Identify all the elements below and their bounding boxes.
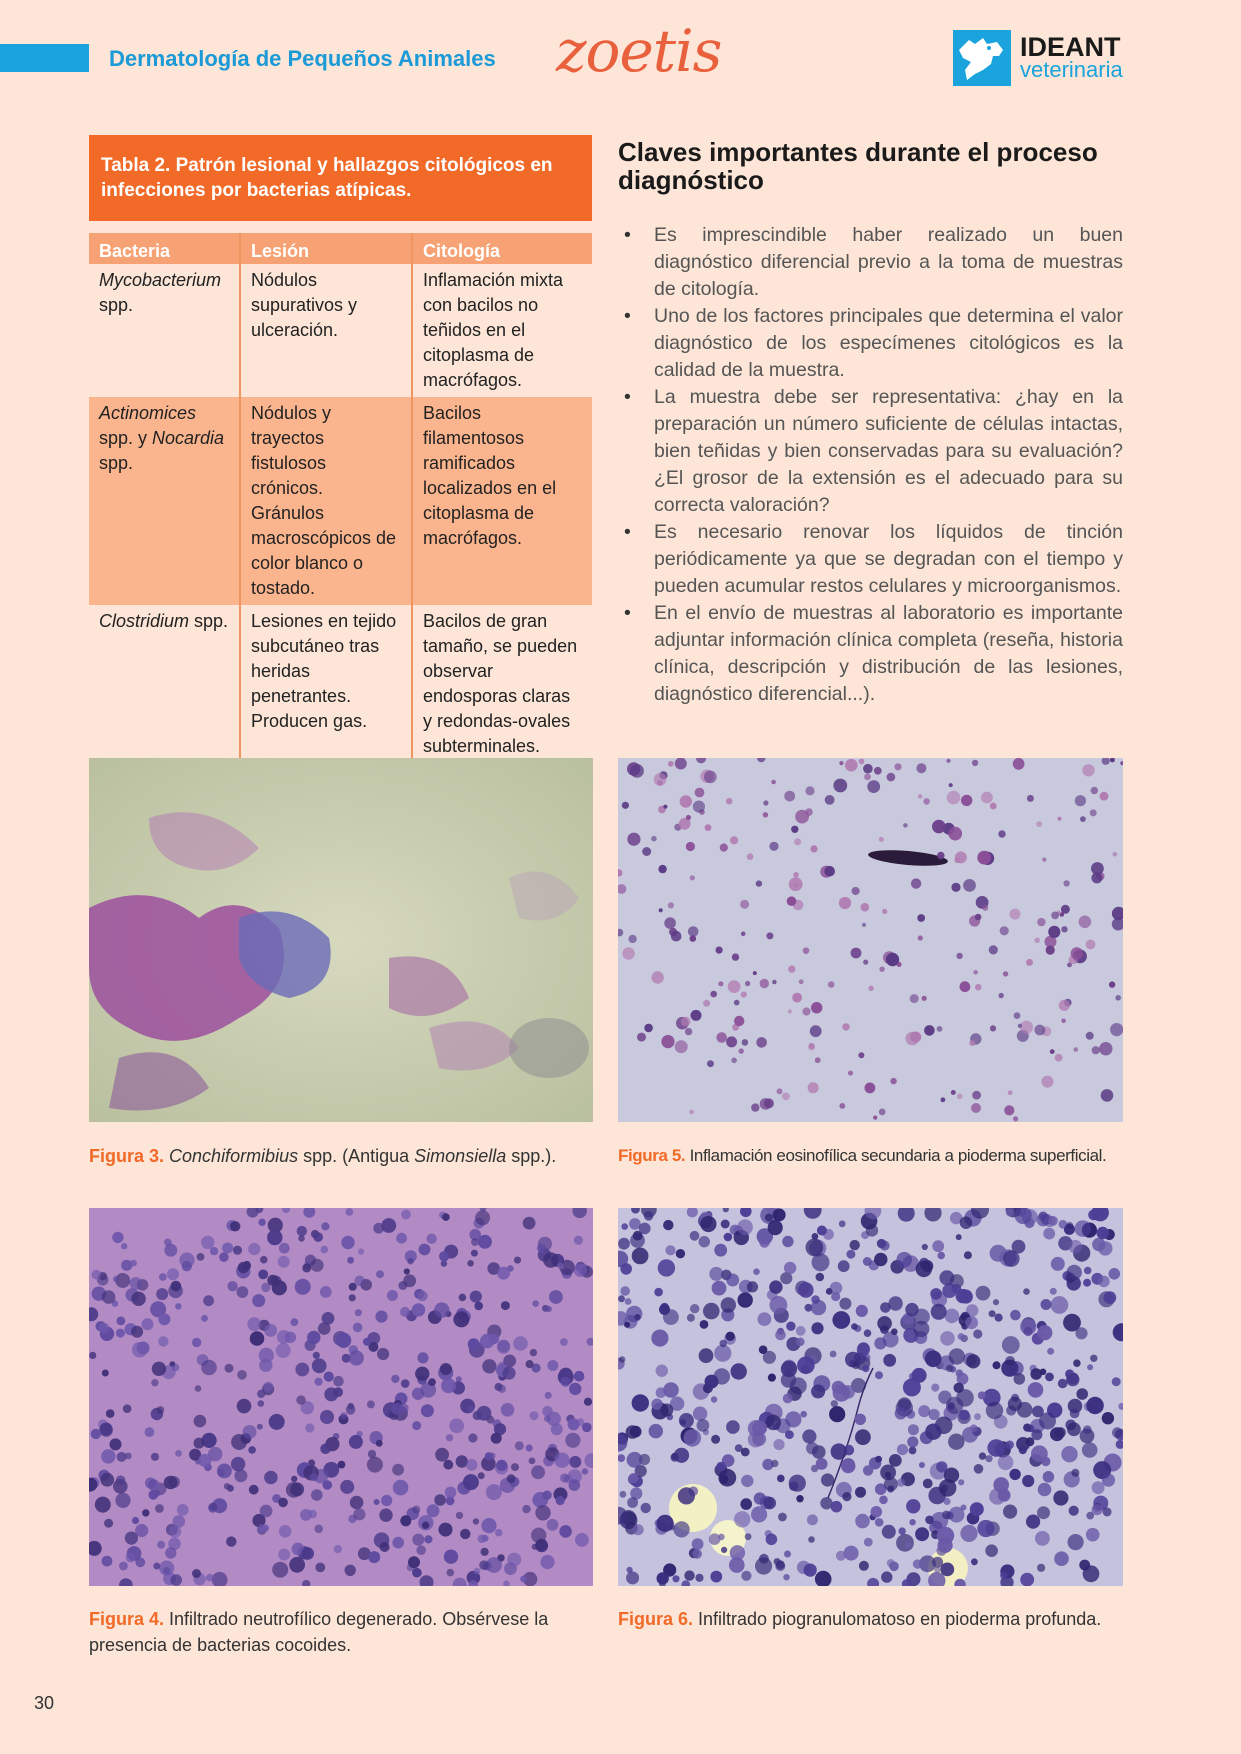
citologia-cell: Inflamación mixta con bacilos no teñidos en el citoplasma de macrófagos. — [412, 264, 592, 397]
ideant-subtitle: veterinaria — [1020, 57, 1123, 82]
citologia-cell: Bacilos de gran tamaño, se pueden observar endosporas claras y redondas-ovales subterminales. — [412, 605, 592, 768]
ideant-name: IDEANT — [1020, 32, 1121, 62]
page-number: 30 — [34, 1693, 55, 1713]
genus-name-2: Simonsiella — [414, 1146, 507, 1166]
figure-3-image — [89, 758, 593, 1122]
ideant-dog-logo-icon — [953, 30, 1011, 86]
bacteria-cell — [89, 605, 240, 768]
figure-4-caption — [89, 1606, 594, 1658]
figure-label: Figura 6. — [618, 1609, 694, 1629]
table-caption: Tabla 2. Patrón lesional y hallazgos citológicos en infecciones por bacterias atípicas. — [89, 135, 592, 221]
table-row — [89, 397, 592, 605]
claves-heading: Claves importantes durante el proceso diagnóstico — [618, 137, 1098, 195]
genus-name: Clostridium — [99, 611, 190, 631]
figure-3-caption — [89, 1143, 599, 1169]
lesion-cell: Nódulos supurativos y ulceración. — [240, 264, 412, 397]
table-row — [89, 264, 592, 397]
genus-suffix: spp. — [99, 295, 134, 315]
figure-6-caption — [618, 1606, 1128, 1632]
list-item: • En el envío de muestras al laboratorio es importante adjuntar información clínica completa (reseña, historia clínica, descripción y distribución de las lesiones, diagnóstico diferencial...). — [618, 600, 1123, 708]
bacteria-cell — [89, 397, 240, 605]
zoetis-logo: zoetis — [556, 17, 722, 85]
caption-text: spp. (Antigua — [298, 1146, 415, 1166]
lesion-cell: Lesiones en tejido subcutáneo tras heridas penetrantes. Producen gas. — [240, 605, 412, 768]
figure-label: Figura 3. — [89, 1146, 165, 1166]
table-row — [89, 605, 592, 768]
bacteria-table — [89, 233, 592, 769]
genus-suffix: spp. — [189, 611, 229, 631]
genus-mid: spp. y — [99, 428, 153, 448]
list-item: • Es necesario renovar los líquidos de tinción periódicamente ya que se degradan con el tiempo y pueden acumular restos celulares y microorganismos. — [618, 519, 1123, 600]
figure-5-image — [618, 758, 1123, 1122]
claves-list — [618, 222, 1123, 708]
header-bacteria: Bacteria — [89, 233, 240, 264]
genus-name-2: Nocardia — [152, 428, 225, 448]
header-citologia: Citología — [412, 233, 592, 264]
figure-6-image — [618, 1208, 1123, 1586]
figure-label: Figura 5. — [618, 1146, 686, 1165]
genus-name: Mycobacterium — [99, 270, 222, 290]
list-item: • Uno de los factores principales que determina el valor diagnóstico de los especímenes citológicos es la calidad de la muestra. — [618, 303, 1123, 384]
caption-text: spp.). — [506, 1146, 557, 1166]
list-item: • Es imprescindible haber realizado un buen diagnóstico diferencial previo a la toma de muestras de citología. — [618, 222, 1123, 303]
section-title: Dermatología de Pequeños Animales — [109, 46, 496, 71]
list-item: • La muestra debe ser representativa: ¿hay en la preparación un número suficiente de células intactas, bien teñidas y bien conservadas para su evaluación? ¿El grosor de la extensión es el adecuado para su correcta valoración? — [618, 384, 1123, 519]
caption-text: Infiltrado piogranulomatoso en pioderma profunda. — [698, 1609, 1102, 1629]
figure-4-image — [89, 1208, 593, 1586]
header-accent-bar — [0, 44, 89, 72]
header-lesion: Lesión — [240, 233, 412, 264]
figure-5-caption — [618, 1143, 1128, 1169]
bacteria-cell — [89, 264, 240, 397]
genus-name: Actinomices — [99, 403, 197, 423]
lesion-cell: Nódulos y trayectos fistulosos crónicos. Gránulos macroscópicos de color blanco o tostado. — [240, 397, 412, 605]
table-header-row — [89, 233, 592, 264]
genus-name: Conchiformibius — [169, 1146, 299, 1166]
caption-text: Inflamación eosinofílica secundaria a pioderma superficial. — [689, 1146, 1107, 1165]
figure-label: Figura 4. — [89, 1609, 165, 1629]
genus-suffix: spp. — [99, 453, 134, 473]
citologia-cell: Bacilos filamentosos ramificados localizados en el citoplasma de macrófagos. — [412, 397, 592, 605]
caption-text: Infiltrado neutrofílico degenerado. Obsérvese la presencia de bacterias cocoides. — [89, 1609, 549, 1655]
